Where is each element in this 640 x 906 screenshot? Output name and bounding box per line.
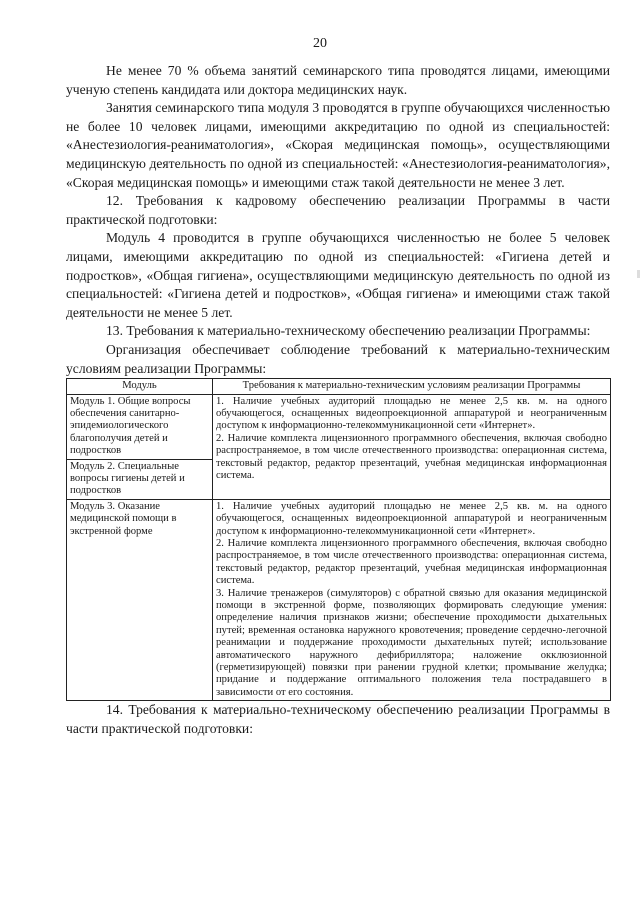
paragraph-section-14-heading: 14. Требования к материально-техническому обеспечению реализации Программы в части практической подготовки: xyxy=(66,702,610,736)
requirements-module-3 xyxy=(213,499,611,701)
requirements-modules-1-2 xyxy=(213,394,611,499)
module-3-cell: Модуль 3. Оказание медицинской помощи в экстренной форме xyxy=(67,499,213,701)
paragraph-section-13-heading: 13. Требования к материально-техническому обеспечению реализации Программы: xyxy=(106,323,591,339)
paragraph-section-12-heading: 12. Требования к кадровому обеспечению реализации Программы в части практической подготовки: xyxy=(66,193,610,227)
requirement-item: 1. Наличие учебных аудиторий площадью не менее 2,5 кв. м. на одного обучающегося, оснащенных видеопроекционной аппаратурой и неограниченным доступом к информационно-телекоммуникационной сети «Интернет». xyxy=(216,500,607,537)
paragraph-module3-seminars: Занятия семинарского типа модуля 3 проводятся в группе обучающихся численностью не более 10 человек лицами, имеющими аккредитацию по одной из специальностей: «Анестезиология-реаниматология», «Скорая медицинская помощь», осуществляющими медицинскую деятельность по одной из специальностей: «Анестезиология-реаниматология», «Скорая медицинская помощь» и имеющими стаж такой деятельности не менее 3 лет. xyxy=(66,100,610,190)
module-2-cell: Модуль 2. Специальные вопросы гигиены детей и подростков xyxy=(67,459,213,499)
paragraph-module4-practice: Модуль 4 проводится в группе обучающихся численностью не более 5 человек лицами, имеющими аккредитацию по одной из специальностей: «Гигиена детей и подростков», «Общая гигиена», осуществляющими медицинскую деятельность по одной из специальностей: «Гигиена детей и подростков», «Общая гигиена» и имеющими стаж такой деятельности не менее 5 лет. xyxy=(66,230,610,320)
requirement-item: 2. Наличие комплекта лицензионного программного обеспечения, включая свободно распространяемое, в том числе отечественного производства: операционная система, текстовый редактор, редактор презентаций, учебная медицинская информационная система. xyxy=(216,537,607,587)
module-1-cell: Модуль 1. Общие вопросы обеспечения санитарно-эпидемиологического благополучия детей и подростков xyxy=(67,394,213,459)
paragraph-organization-provides: Организация обеспечивает соблюдение требований к материально-техническим условиям реализации Программы: xyxy=(66,341,610,376)
header-module: Модуль xyxy=(67,379,213,394)
requirements-table xyxy=(66,378,611,701)
table-row xyxy=(67,394,611,459)
table-row xyxy=(67,499,611,701)
document-body xyxy=(66,62,610,738)
requirement-item: 3. Наличие тренажеров (симуляторов) с обратной связью для оказания медицинской помощи в экстренной форме, позволяющих формировать следующие умения: определение наличия признаков жизни; обеспечение проходимости дыхательных путей; временная остановка наружного кровотечения; проведение сердечно-легочной реанимации и поддержание проходимости дыхательных путей; использование автоматического наружного дефибриллятора; наложение окклюзионной (герметизирующей) повязки при ранении грудной клетки; промывание желудка; придание и поддержание оптимального положения тела пострадавшего в зависимости от его состояния. xyxy=(216,587,607,698)
table-header-row xyxy=(67,379,611,394)
requirement-item: 2. Наличие комплекта лицензионного программного обеспечения, включая свободно распространяемое, в том числе отечественного производства: операционная система, текстовый редактор, редактор презентаций, учебная медицинская информационная система. xyxy=(216,432,607,481)
header-requirements: Требования к материально-техническим условиям реализации Программы xyxy=(213,379,611,394)
requirements-table-wrap xyxy=(66,378,610,701)
paragraph-seminar-share: Не менее 70 % объема занятий семинарского типа проводятся лицами, имеющими ученую степень кандидата или доктора медицинских наук. xyxy=(66,63,610,97)
page-number: 20 xyxy=(313,36,327,51)
requirement-item: 1. Наличие учебных аудиторий площадью не менее 2,5 кв. м. на одного обучающегося, оснащенных видеопроекционной аппаратурой и неограниченным доступом к информационно-телекоммуникационной сети «Интернет». xyxy=(216,395,607,432)
